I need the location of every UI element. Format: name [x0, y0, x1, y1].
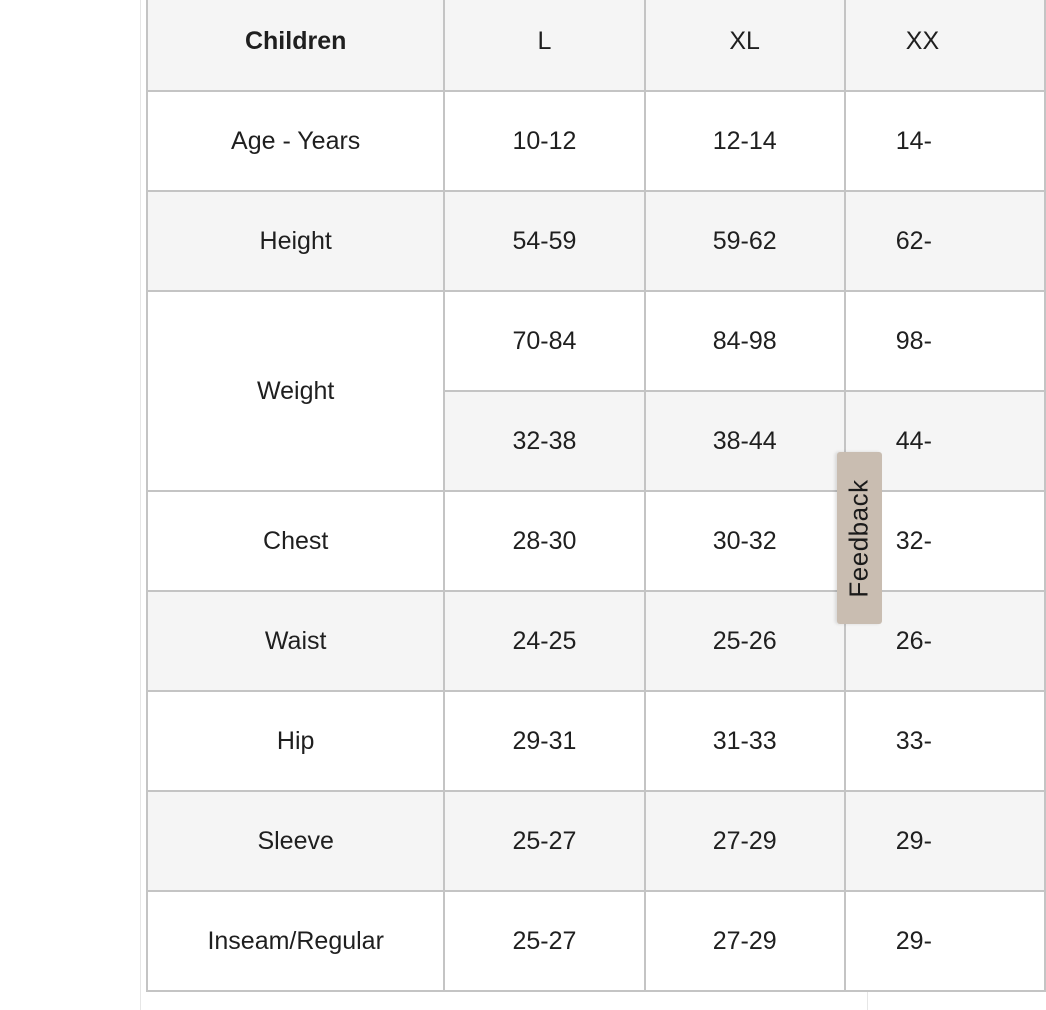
table-cell: 27-29	[645, 891, 845, 991]
table-row-chest	[147, 491, 1045, 591]
table-cell: 30-32	[645, 491, 845, 591]
table-cell: 98-	[845, 291, 1045, 391]
table-row-sleeve	[147, 791, 1045, 891]
table-cell: 26-	[845, 591, 1045, 691]
row-label: Weight	[147, 291, 444, 491]
table-cell: 29-31	[444, 691, 644, 791]
table-cell: 29-	[845, 791, 1045, 891]
table-cell: 31-33	[645, 691, 845, 791]
table-row-hip	[147, 691, 1045, 791]
feedback-label: Feedback	[844, 478, 874, 598]
row-label: Waist	[147, 591, 444, 691]
feedback-button[interactable]	[837, 452, 882, 624]
row-label: Hip	[147, 691, 444, 791]
table-cell: 33-	[845, 691, 1045, 791]
header-size-xx: XX	[845, 0, 1045, 91]
table-cell: 38-44	[645, 391, 845, 491]
header-size-l: L	[444, 0, 644, 91]
table-row-inseam	[147, 891, 1045, 991]
table-cell: 84-98	[645, 291, 845, 391]
table-cell: 10-12	[444, 91, 644, 191]
table-row-weight-lbs	[147, 291, 1045, 391]
table-cell: 28-30	[444, 491, 644, 591]
table-cell: 24-25	[444, 591, 644, 691]
table-cell: 62-	[845, 191, 1045, 291]
table-cell: 44-	[845, 391, 1045, 491]
table-row-height	[147, 191, 1045, 291]
row-label: Inseam/Regular	[147, 891, 444, 991]
table-cell: 54-59	[444, 191, 644, 291]
table-row-age	[147, 91, 1045, 191]
row-label: Age - Years	[147, 91, 444, 191]
size-chart-table	[146, 0, 1046, 992]
table-cell: 25-26	[645, 591, 845, 691]
table-cell: 32-38	[444, 391, 644, 491]
table-cell: 70-84	[444, 291, 644, 391]
table-cell: 32-	[845, 491, 1045, 591]
table-cell: 27-29	[645, 791, 845, 891]
header-children: Children	[147, 0, 444, 91]
table-cell: 59-62	[645, 191, 845, 291]
row-label: Sleeve	[147, 791, 444, 891]
table-row-waist	[147, 591, 1045, 691]
table-cell: 25-27	[444, 891, 644, 991]
row-label: Height	[147, 191, 444, 291]
table-header-row	[147, 0, 1045, 91]
table-cell: 25-27	[444, 791, 644, 891]
table-cell: 29-	[845, 891, 1045, 991]
table-cell: 12-14	[645, 91, 845, 191]
header-size-xl: XL	[645, 0, 845, 91]
row-label: Chest	[147, 491, 444, 591]
table-cell: 14-	[845, 91, 1045, 191]
